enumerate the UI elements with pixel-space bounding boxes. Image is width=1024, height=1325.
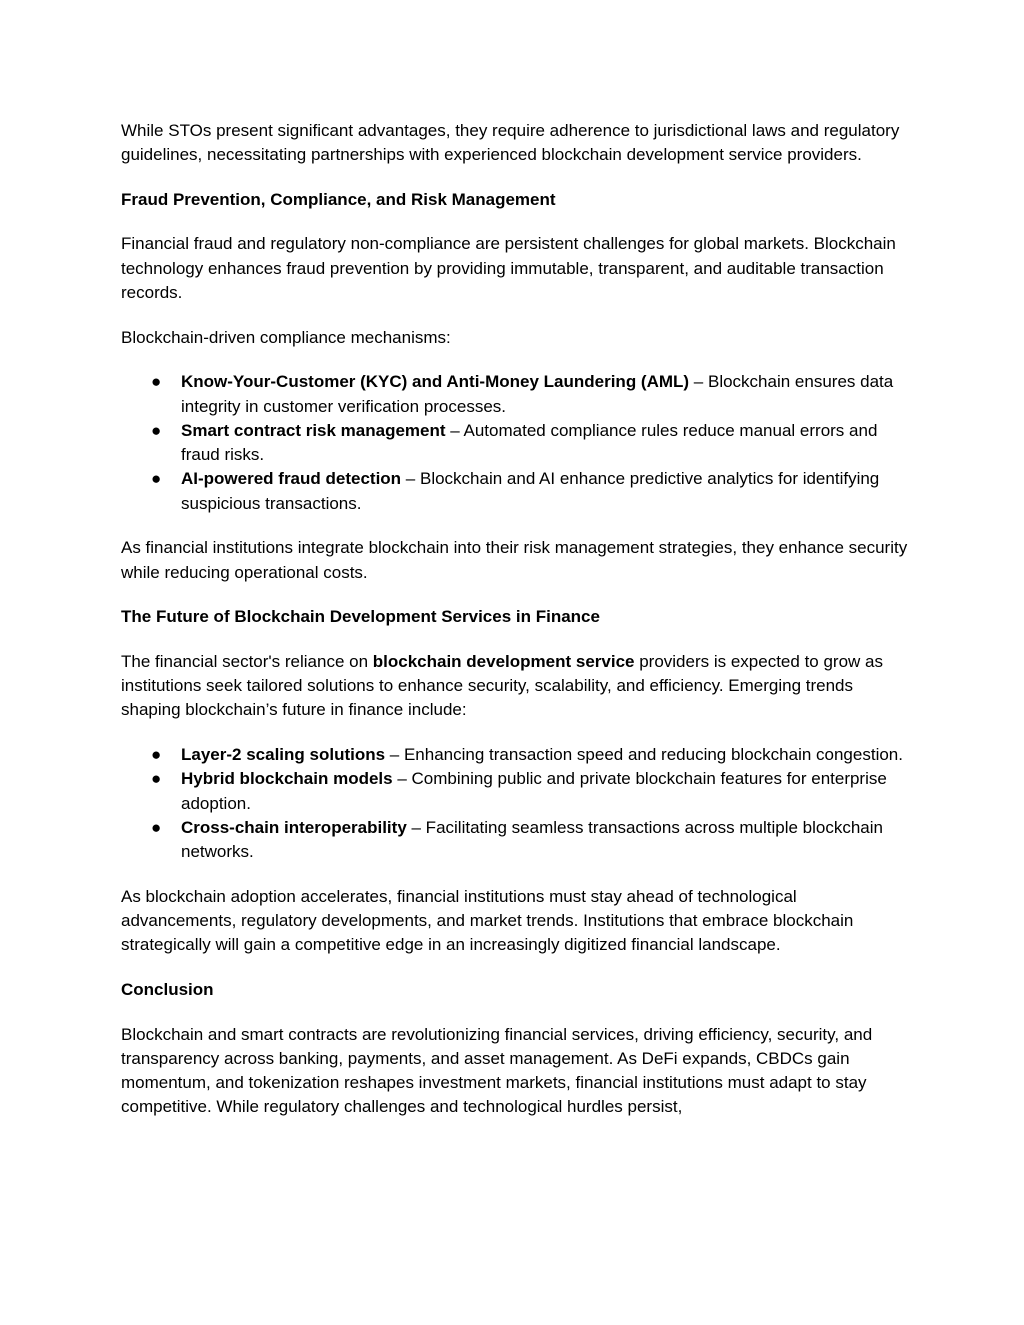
list-item-text: – Enhancing transaction speed and reducing blockchain congestion. [385, 745, 903, 765]
future-paragraph [121, 650, 911, 723]
list-item-text: – Automated compliance rules reduce manual errors and fraud risks. [181, 420, 878, 465]
list-item-term: Cross-chain interoperability [181, 817, 407, 837]
list-item-term: Smart contract risk management [181, 420, 446, 440]
bullet-icon: ● [151, 372, 162, 392]
future-closing-paragraph: As blockchain adoption accelerates, financial institutions must stay ahead of technological advancements, regulatory developments, and market trends. Institutions that embrace blockchain strategically will gain a competitive edge in an increasingly digitized financial landscape. [121, 886, 854, 955]
list-item [121, 767, 911, 816]
future-paragraph-bold: blockchain development service [372, 651, 635, 671]
document-page [121, 119, 911, 1140]
emerging-trends-list [121, 743, 911, 864]
intro-paragraph: While STOs present significant advantages, they require adherence to jurisdictional laws and regulatory guidelines, necessitating partnerships with experienced blockchain development service providers. [121, 121, 900, 165]
compliance-mechanisms-list [121, 370, 911, 516]
conclusion-heading: Conclusion [121, 979, 214, 999]
conclusion-paragraph: Blockchain and smart contracts are revolutionizing financial services, driving efficiency, security, and transparency across banking, payments, and asset management. As DeFi expands, CBDCs gain momentum, and tokenization reshapes investment markets, financial institutions must adapt to stay competitive. While regulatory challenges and technological hurdles persist, [121, 1024, 873, 1117]
list-item-term: Know-Your-Customer (KYC) and Anti-Money Laundering (AML) [181, 372, 690, 392]
bullet-icon: ● [151, 769, 162, 789]
list-item-term: AI-powered fraud detection [181, 469, 402, 489]
bullet-icon: ● [151, 745, 162, 765]
list-item-text: – Blockchain ensures data integrity in customer verification processes. [181, 372, 894, 416]
list-item [121, 743, 911, 767]
list-item-text: – Facilitating seamless transactions across multiple blockchain networks. [181, 817, 883, 862]
bullet-icon: ● [151, 420, 162, 440]
list-item [121, 816, 911, 865]
list-item-text: – Blockchain and AI enhance predictive analytics for identifying suspicious transactions. [181, 469, 880, 513]
bullet-icon: ● [151, 817, 162, 837]
bullet-icon: ● [151, 469, 162, 489]
fraud-paragraph: Financial fraud and regulatory non-compliance are persistent challenges for global markets. Blockchain technology enhances fraud prevention by providing immutable, transparent, and auditable transaction records. [121, 234, 896, 303]
future-paragraph-end: providers is expected to grow as institutions seek tailored solutions to enhance security, scalability, and efficiency. Emerging trends shaping blockchain’s future in finance include: [121, 651, 883, 720]
compliance-list-intro: Blockchain-driven compliance mechanisms: [121, 327, 451, 347]
list-item [121, 419, 911, 468]
list-item [121, 467, 911, 516]
future-paragraph-start: The financial sector's reliance on [121, 651, 373, 671]
list-item-text: – Combining public and private blockchain features for enterprise adoption. [181, 769, 887, 813]
future-section-heading: The Future of Blockchain Development Services in Finance [121, 607, 600, 627]
list-item-term: Layer-2 scaling solutions [181, 745, 386, 765]
fraud-section-heading: Fraud Prevention, Compliance, and Risk Management [121, 189, 556, 209]
list-item [121, 370, 911, 419]
list-item-term: Hybrid blockchain models [181, 769, 393, 789]
fraud-closing-paragraph: As financial institutions integrate blockchain into their risk management strategies, they enhance security while reducing operational costs. [121, 538, 908, 582]
